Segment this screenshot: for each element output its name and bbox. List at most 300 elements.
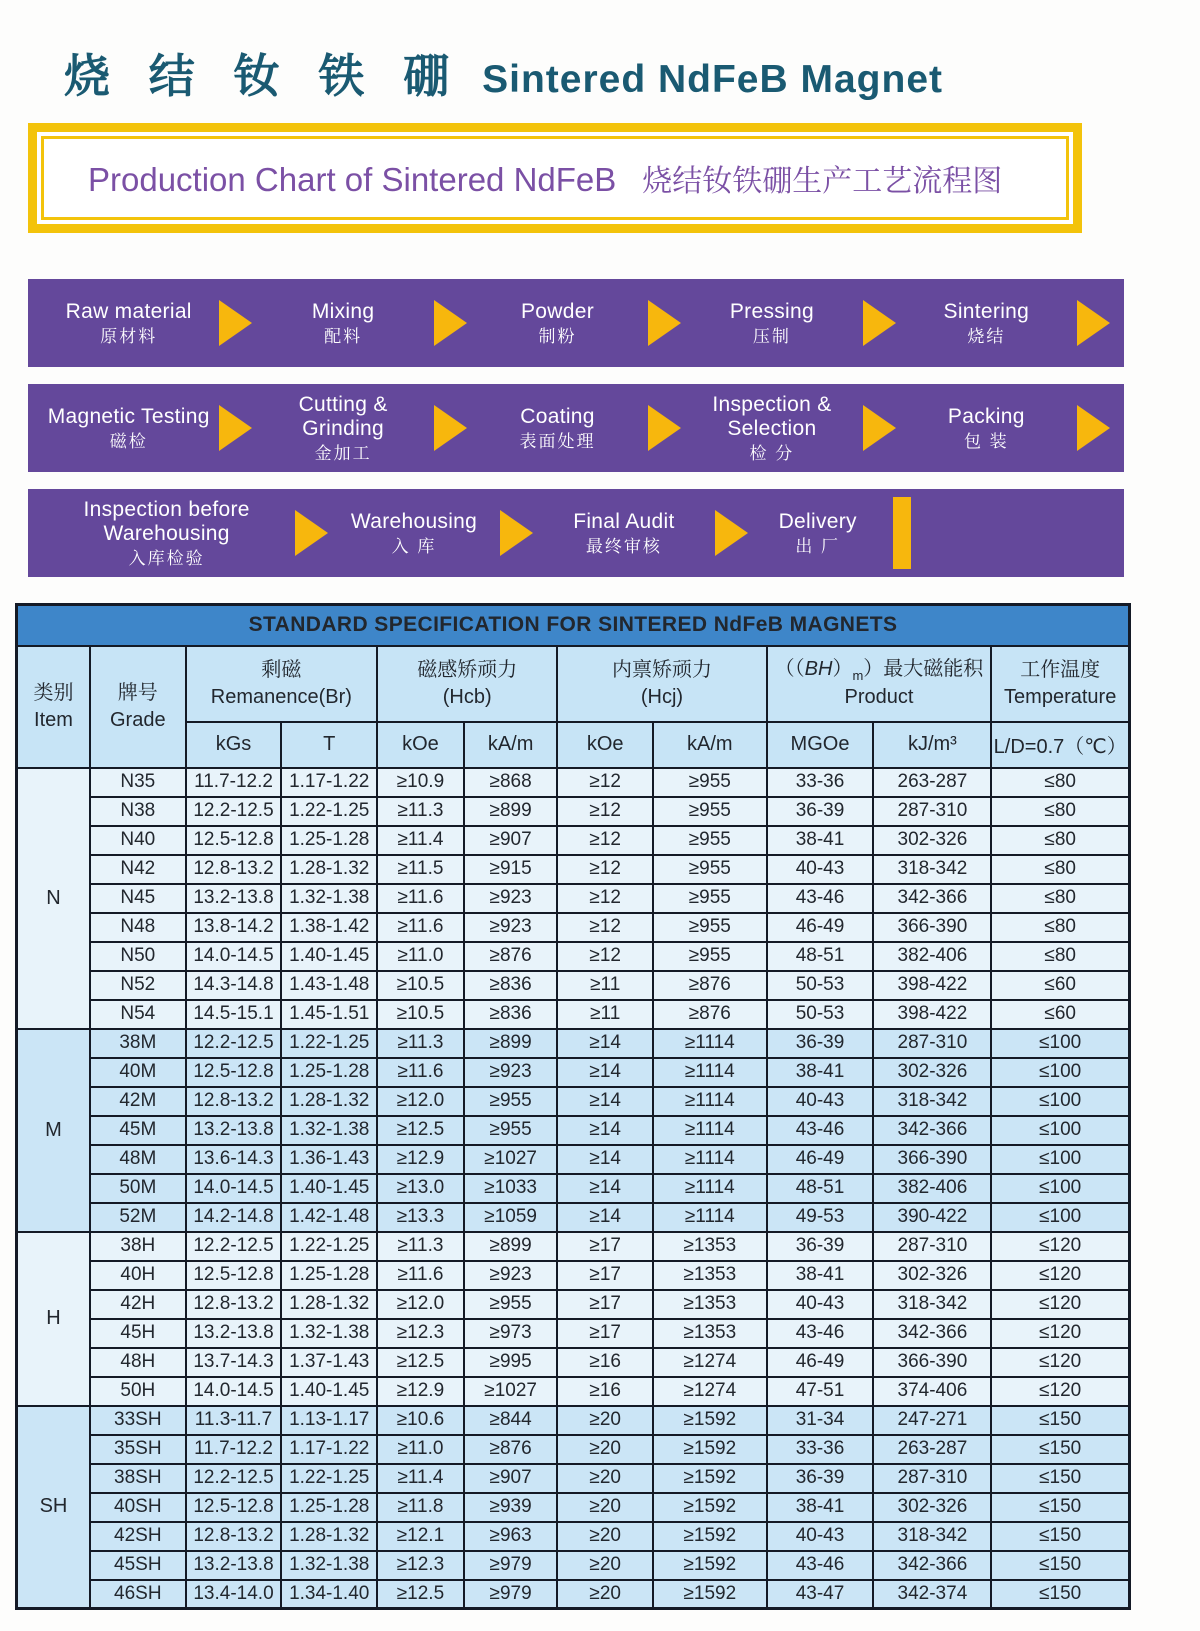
value-cell: ≤120 bbox=[991, 1319, 1129, 1348]
value-cell: ≥1592 bbox=[653, 1551, 767, 1580]
value-cell: ≥11 bbox=[557, 1000, 653, 1029]
value-cell: 40-43 bbox=[767, 1087, 874, 1116]
flow-step-label-zh: 烧结 bbox=[967, 326, 1006, 346]
value-cell: ≥955 bbox=[653, 797, 767, 826]
value-cell: 318-342 bbox=[873, 1290, 991, 1319]
value-cell: ≥868 bbox=[464, 768, 557, 797]
value-cell: ≤60 bbox=[991, 971, 1129, 1000]
flow-step-mixing bbox=[252, 300, 433, 347]
header-unit-kgs: kGs bbox=[186, 722, 282, 768]
value-cell: ≥836 bbox=[464, 1000, 557, 1029]
value-cell: ≥1114 bbox=[653, 1174, 767, 1203]
spec-row-n42 bbox=[17, 855, 1130, 884]
value-cell: ≥955 bbox=[464, 1087, 557, 1116]
value-cell: 12.5-12.8 bbox=[186, 1493, 282, 1522]
value-cell: ≤150 bbox=[991, 1435, 1129, 1464]
value-cell: ≥1027 bbox=[464, 1377, 557, 1406]
flow-step-label-en: Packing bbox=[947, 404, 1025, 428]
header-unit-ld: L/D=0.7（℃） bbox=[991, 722, 1129, 768]
spec-row-n48 bbox=[17, 913, 1130, 942]
value-cell: 38-41 bbox=[767, 1493, 874, 1522]
header-temperature bbox=[991, 646, 1129, 722]
value-cell: 33-36 bbox=[767, 768, 874, 797]
value-cell: 40-43 bbox=[767, 1522, 874, 1551]
value-cell: ≥11.3 bbox=[377, 1232, 464, 1261]
value-cell: ≥12.0 bbox=[377, 1290, 464, 1319]
value-cell: 14.2-14.8 bbox=[186, 1203, 282, 1232]
value-cell: ≥12.3 bbox=[377, 1319, 464, 1348]
value-cell: ≤80 bbox=[991, 826, 1129, 855]
value-cell: 38-41 bbox=[767, 826, 874, 855]
value-cell: ≥899 bbox=[464, 797, 557, 826]
flow-step-label-en: Powder bbox=[521, 299, 595, 323]
value-cell: ≤80 bbox=[991, 797, 1129, 826]
value-cell: ≥14 bbox=[557, 1029, 653, 1058]
spec-row-33sh bbox=[17, 1406, 1130, 1435]
section-item-n: N bbox=[17, 768, 90, 1029]
value-cell: ≥12.0 bbox=[377, 1087, 464, 1116]
section-item-sh: SH bbox=[17, 1406, 90, 1609]
flow-step-label-zh: 最终审核 bbox=[585, 536, 662, 556]
value-cell: ≤100 bbox=[991, 1029, 1129, 1058]
value-cell: ≥12 bbox=[557, 913, 653, 942]
header-unit-koe-hcb: kOe bbox=[377, 722, 464, 768]
header-product bbox=[767, 646, 992, 722]
spec-row-50m bbox=[17, 1174, 1130, 1203]
header-hcj-zh: 内禀矫顽力 bbox=[611, 658, 712, 681]
value-cell: 1.38-1.42 bbox=[281, 913, 377, 942]
value-cell: 1.17-1.22 bbox=[281, 1435, 377, 1464]
grade-cell: N42 bbox=[90, 855, 186, 884]
value-cell: 36-39 bbox=[767, 1464, 874, 1493]
value-cell: 318-342 bbox=[873, 1087, 991, 1116]
value-cell: 1.32-1.38 bbox=[281, 1116, 377, 1145]
flow-row-3 bbox=[28, 489, 1124, 577]
grade-cell: 50M bbox=[90, 1174, 186, 1203]
grade-cell: 42M bbox=[90, 1087, 186, 1116]
value-cell: 366-390 bbox=[873, 1348, 991, 1377]
value-cell: ≤120 bbox=[991, 1261, 1129, 1290]
value-cell: 1.22-1.25 bbox=[281, 797, 377, 826]
value-cell: 1.13-1.17 bbox=[281, 1406, 377, 1435]
value-cell: ≤120 bbox=[991, 1290, 1129, 1319]
header-item bbox=[17, 646, 90, 768]
value-cell: ≥17 bbox=[557, 1290, 653, 1319]
flow-step-label-en: Delivery bbox=[778, 509, 857, 533]
arrow-right-icon bbox=[219, 405, 252, 451]
value-cell: ≥13.3 bbox=[377, 1203, 464, 1232]
value-cell: ≤150 bbox=[991, 1551, 1129, 1580]
value-cell: 49-53 bbox=[767, 1203, 874, 1232]
header-temperature-zh: 工作温度 bbox=[1020, 658, 1101, 681]
value-cell: ≤150 bbox=[991, 1522, 1129, 1551]
grade-cell: 40SH bbox=[90, 1493, 186, 1522]
value-cell: 12.5-12.8 bbox=[186, 826, 282, 855]
flow-step-label-en: Mixing bbox=[311, 299, 375, 323]
flow-step-label-zh: 压制 bbox=[752, 326, 791, 346]
flow-step-label-en: Cutting & Grinding bbox=[298, 392, 388, 440]
grade-cell: 50H bbox=[90, 1377, 186, 1406]
header-hcj bbox=[557, 646, 766, 722]
value-cell: ≥1033 bbox=[464, 1174, 557, 1203]
value-cell: ≥12.1 bbox=[377, 1522, 464, 1551]
header-unit-kjm3: kJ/m³ bbox=[873, 722, 991, 768]
flow-step-final-audit bbox=[533, 510, 715, 557]
value-cell: ≥1353 bbox=[653, 1261, 767, 1290]
grade-cell: 42H bbox=[90, 1290, 186, 1319]
flow-step-magnetic-testing bbox=[38, 405, 219, 452]
value-cell: 1.28-1.32 bbox=[281, 1290, 377, 1319]
value-cell: ≥915 bbox=[464, 855, 557, 884]
value-cell: 263-287 bbox=[873, 768, 991, 797]
grade-cell: 45M bbox=[90, 1116, 186, 1145]
arrow-right-icon bbox=[648, 300, 681, 346]
value-cell: ≥12.9 bbox=[377, 1377, 464, 1406]
value-cell: ≥955 bbox=[464, 1116, 557, 1145]
value-cell: 318-342 bbox=[873, 855, 991, 884]
value-cell: ≥11.6 bbox=[377, 1058, 464, 1087]
value-cell: 13.2-13.8 bbox=[186, 1551, 282, 1580]
value-cell: ≥20 bbox=[557, 1464, 653, 1493]
value-cell: ≥1027 bbox=[464, 1145, 557, 1174]
value-cell: 1.25-1.28 bbox=[281, 1493, 377, 1522]
value-cell: ≥836 bbox=[464, 971, 557, 1000]
header-grade-en: Grade bbox=[110, 708, 166, 731]
flow-step-label-en: Coating bbox=[520, 404, 595, 428]
production-chart-banner-inner bbox=[41, 136, 1069, 220]
flow-step-label-en: Magnetic Testing bbox=[47, 404, 210, 428]
spec-row-n52 bbox=[17, 971, 1130, 1000]
flow-step-cutting-grinding bbox=[252, 393, 433, 464]
flow-step-label-zh: 入库检验 bbox=[128, 548, 205, 568]
arrow-right-icon bbox=[500, 510, 533, 556]
value-cell: 342-374 bbox=[873, 1580, 991, 1609]
value-cell: 302-326 bbox=[873, 826, 991, 855]
value-cell: 1.28-1.32 bbox=[281, 1087, 377, 1116]
value-cell: 36-39 bbox=[767, 797, 874, 826]
value-cell: ≤80 bbox=[991, 768, 1129, 797]
value-cell: 1.42-1.48 bbox=[281, 1203, 377, 1232]
value-cell: 14.3-14.8 bbox=[186, 971, 282, 1000]
spec-row-42h bbox=[17, 1290, 1130, 1319]
flow-row-1 bbox=[28, 279, 1124, 367]
value-cell: ≤80 bbox=[991, 942, 1129, 971]
value-cell: ≤100 bbox=[991, 1203, 1129, 1232]
value-cell: 287-310 bbox=[873, 797, 991, 826]
value-cell: ≥11.6 bbox=[377, 884, 464, 913]
value-cell: 390-422 bbox=[873, 1203, 991, 1232]
spec-row-38sh bbox=[17, 1464, 1130, 1493]
value-cell: 14.5-15.1 bbox=[186, 1000, 282, 1029]
flow-step-label-en: Pressing bbox=[729, 299, 814, 323]
table-title: STANDARD SPECIFICATION FOR SINTERED NdFeB MAGNETS bbox=[17, 605, 1130, 646]
value-cell: 12.8-13.2 bbox=[186, 1522, 282, 1551]
value-cell: ≥973 bbox=[464, 1319, 557, 1348]
grade-cell: 52M bbox=[90, 1203, 186, 1232]
value-cell: 33-36 bbox=[767, 1435, 874, 1464]
arrow-right-icon bbox=[219, 300, 252, 346]
grade-cell: 38H bbox=[90, 1232, 186, 1261]
header-temperature-en: Temperature bbox=[1004, 685, 1117, 708]
value-cell: ≥1114 bbox=[653, 1029, 767, 1058]
value-cell: ≥12.5 bbox=[377, 1116, 464, 1145]
value-cell: 1.22-1.25 bbox=[281, 1464, 377, 1493]
value-cell: 46-49 bbox=[767, 1348, 874, 1377]
header-grade bbox=[90, 646, 186, 768]
value-cell: 398-422 bbox=[873, 1000, 991, 1029]
value-cell: ≥11.5 bbox=[377, 855, 464, 884]
page-title bbox=[64, 40, 1200, 106]
value-cell: 1.36-1.43 bbox=[281, 1145, 377, 1174]
value-cell: ≤100 bbox=[991, 1174, 1129, 1203]
value-cell: ≥1274 bbox=[653, 1377, 767, 1406]
value-cell: ≥979 bbox=[464, 1551, 557, 1580]
value-cell: 1.45-1.51 bbox=[281, 1000, 377, 1029]
value-cell: 40-43 bbox=[767, 855, 874, 884]
value-cell: 12.2-12.5 bbox=[186, 1464, 282, 1493]
value-cell: 43-46 bbox=[767, 1116, 874, 1145]
value-cell: ≥20 bbox=[557, 1406, 653, 1435]
arrow-right-icon bbox=[295, 510, 328, 556]
value-cell: ≥923 bbox=[464, 913, 557, 942]
flow-step-label-zh: 金加工 bbox=[314, 443, 372, 463]
flow-step-label-zh: 入 库 bbox=[391, 536, 437, 556]
value-cell: ≥14 bbox=[557, 1087, 653, 1116]
grade-cell: 40M bbox=[90, 1058, 186, 1087]
value-cell: 40-43 bbox=[767, 1290, 874, 1319]
value-cell: 13.8-14.2 bbox=[186, 913, 282, 942]
header-remanence-en: Remanence(Br) bbox=[210, 685, 352, 708]
value-cell: 342-366 bbox=[873, 1319, 991, 1348]
value-cell: ≥17 bbox=[557, 1232, 653, 1261]
value-cell: 47-51 bbox=[767, 1377, 874, 1406]
value-cell: 11.7-12.2 bbox=[186, 1435, 282, 1464]
value-cell: ≥12 bbox=[557, 942, 653, 971]
value-cell: 13.4-14.0 bbox=[186, 1580, 282, 1609]
value-cell: ≥14 bbox=[557, 1174, 653, 1203]
value-cell: 1.32-1.38 bbox=[281, 1319, 377, 1348]
value-cell: 11.7-12.2 bbox=[186, 768, 282, 797]
value-cell: ≥907 bbox=[464, 1464, 557, 1493]
flow-step-delivery bbox=[748, 510, 887, 557]
value-cell: ≥1592 bbox=[653, 1522, 767, 1551]
value-cell: ≥844 bbox=[464, 1406, 557, 1435]
flow-step-label-zh: 检 分 bbox=[749, 443, 795, 463]
value-cell: 1.32-1.38 bbox=[281, 884, 377, 913]
value-cell: 1.34-1.40 bbox=[281, 1580, 377, 1609]
value-cell: 366-390 bbox=[873, 1145, 991, 1174]
value-cell: ≥11.6 bbox=[377, 913, 464, 942]
spec-row-n45 bbox=[17, 884, 1130, 913]
value-cell: 13.2-13.8 bbox=[186, 1319, 282, 1348]
value-cell: ≥1114 bbox=[653, 1203, 767, 1232]
value-cell: ≥11.3 bbox=[377, 797, 464, 826]
value-cell: 48-51 bbox=[767, 942, 874, 971]
value-cell: ≥1592 bbox=[653, 1406, 767, 1435]
value-cell: 14.0-14.5 bbox=[186, 942, 282, 971]
value-cell: ≥899 bbox=[464, 1232, 557, 1261]
value-cell: ≥12.5 bbox=[377, 1348, 464, 1377]
value-cell: ≥1353 bbox=[653, 1232, 767, 1261]
value-cell: 43-46 bbox=[767, 884, 874, 913]
spec-row-38h bbox=[17, 1232, 1130, 1261]
flow-step-warehousing bbox=[328, 510, 500, 557]
value-cell: ≤80 bbox=[991, 884, 1129, 913]
value-cell: ≤80 bbox=[991, 855, 1129, 884]
value-cell: 302-326 bbox=[873, 1261, 991, 1290]
flow-step-inspection-selection bbox=[681, 393, 862, 464]
flow-step-label-zh: 出 厂 bbox=[795, 536, 841, 556]
value-cell: ≤100 bbox=[991, 1145, 1129, 1174]
value-cell: ≤150 bbox=[991, 1580, 1129, 1609]
spec-row-46sh bbox=[17, 1580, 1130, 1609]
value-cell: ≥955 bbox=[653, 942, 767, 971]
value-cell: 366-390 bbox=[873, 913, 991, 942]
value-cell: 12.8-13.2 bbox=[186, 1087, 282, 1116]
header-item-en: Item bbox=[34, 708, 73, 731]
value-cell: ≥955 bbox=[653, 855, 767, 884]
value-cell: 382-406 bbox=[873, 1174, 991, 1203]
value-cell: 1.40-1.45 bbox=[281, 1174, 377, 1203]
value-cell: 48-51 bbox=[767, 1174, 874, 1203]
value-cell: ≥13.0 bbox=[377, 1174, 464, 1203]
value-cell: ≤60 bbox=[991, 1000, 1129, 1029]
value-cell: 287-310 bbox=[873, 1029, 991, 1058]
value-cell: 43-46 bbox=[767, 1551, 874, 1580]
value-cell: 318-342 bbox=[873, 1522, 991, 1551]
value-cell: ≥17 bbox=[557, 1261, 653, 1290]
value-cell: 382-406 bbox=[873, 942, 991, 971]
value-cell: 1.25-1.28 bbox=[281, 1058, 377, 1087]
value-cell: 1.43-1.48 bbox=[281, 971, 377, 1000]
arrow-right-icon bbox=[1077, 405, 1110, 451]
grade-cell: 40H bbox=[90, 1261, 186, 1290]
value-cell: ≥1114 bbox=[653, 1087, 767, 1116]
value-cell: ≥876 bbox=[653, 971, 767, 1000]
value-cell: ≥10.5 bbox=[377, 971, 464, 1000]
value-cell: ≥955 bbox=[653, 768, 767, 797]
value-cell: ≤80 bbox=[991, 913, 1129, 942]
value-cell: ≥11.4 bbox=[377, 1464, 464, 1493]
banner-title-chinese: 烧结钕铁硼生产工艺流程图 bbox=[642, 165, 1003, 198]
value-cell: 36-39 bbox=[767, 1029, 874, 1058]
arrow-right-icon bbox=[434, 405, 467, 451]
value-cell: ≥12.5 bbox=[377, 1580, 464, 1609]
value-cell: ≥899 bbox=[464, 1029, 557, 1058]
value-cell: ≥1592 bbox=[653, 1464, 767, 1493]
arrow-right-icon bbox=[648, 405, 681, 451]
arrow-right-icon bbox=[863, 405, 896, 451]
value-cell: 302-326 bbox=[873, 1058, 991, 1087]
value-cell: 287-310 bbox=[873, 1464, 991, 1493]
value-cell: ≥11.0 bbox=[377, 1435, 464, 1464]
header-remanence bbox=[186, 646, 377, 722]
value-cell: ≥16 bbox=[557, 1377, 653, 1406]
value-cell: ≥955 bbox=[653, 826, 767, 855]
value-cell: ≥1274 bbox=[653, 1348, 767, 1377]
grade-cell: 38M bbox=[90, 1029, 186, 1058]
header-hcb bbox=[377, 646, 557, 722]
spec-row-n38 bbox=[17, 797, 1130, 826]
value-cell: 36-39 bbox=[767, 1232, 874, 1261]
spec-row-52m bbox=[17, 1203, 1130, 1232]
grade-cell: 48H bbox=[90, 1348, 186, 1377]
value-cell: 398-422 bbox=[873, 971, 991, 1000]
spec-row-45m bbox=[17, 1116, 1130, 1145]
value-cell: 12.2-12.5 bbox=[186, 1029, 282, 1058]
value-cell: 342-366 bbox=[873, 884, 991, 913]
value-cell: ≥1592 bbox=[653, 1435, 767, 1464]
value-cell: ≥907 bbox=[464, 826, 557, 855]
section-item-h: H bbox=[17, 1232, 90, 1406]
grade-cell: 48M bbox=[90, 1145, 186, 1174]
value-cell: 1.22-1.25 bbox=[281, 1029, 377, 1058]
value-cell: 11.3-11.7 bbox=[186, 1406, 282, 1435]
spec-row-35sh bbox=[17, 1435, 1130, 1464]
grade-cell: 38SH bbox=[90, 1464, 186, 1493]
grade-cell: N40 bbox=[90, 826, 186, 855]
grade-cell: N45 bbox=[90, 884, 186, 913]
value-cell: ≤150 bbox=[991, 1464, 1129, 1493]
spec-row-45h bbox=[17, 1319, 1130, 1348]
value-cell: 1.40-1.45 bbox=[281, 1377, 377, 1406]
header-unit-mgoe: MGOe bbox=[767, 722, 874, 768]
production-chart-banner bbox=[28, 123, 1082, 233]
value-cell: 46-49 bbox=[767, 913, 874, 942]
value-cell: ≥939 bbox=[464, 1493, 557, 1522]
arrow-right-icon bbox=[715, 510, 748, 556]
value-cell: ≤100 bbox=[991, 1087, 1129, 1116]
value-cell: ≤120 bbox=[991, 1348, 1129, 1377]
value-cell: ≥963 bbox=[464, 1522, 557, 1551]
arrow-right-icon bbox=[863, 300, 896, 346]
value-cell: ≥11.4 bbox=[377, 826, 464, 855]
value-cell: ≥876 bbox=[653, 1000, 767, 1029]
value-cell: ≥20 bbox=[557, 1551, 653, 1580]
value-cell: ≥955 bbox=[653, 884, 767, 913]
header-grade-zh: 牌号 bbox=[117, 681, 158, 704]
header-remanence-zh: 剩磁 bbox=[261, 658, 302, 681]
value-cell: 342-366 bbox=[873, 1116, 991, 1145]
value-cell: 1.28-1.32 bbox=[281, 855, 377, 884]
value-cell: ≥12 bbox=[557, 884, 653, 913]
flow-step-label-en: Inspection before Warehousing bbox=[83, 497, 250, 545]
value-cell: ≥20 bbox=[557, 1493, 653, 1522]
value-cell: ≥10.6 bbox=[377, 1406, 464, 1435]
value-cell: ≥12 bbox=[557, 797, 653, 826]
value-cell: 13.2-13.8 bbox=[186, 1116, 282, 1145]
value-cell: ≥11.8 bbox=[377, 1493, 464, 1522]
value-cell: ≥17 bbox=[557, 1319, 653, 1348]
value-cell: 1.40-1.45 bbox=[281, 942, 377, 971]
section-item-m: M bbox=[17, 1029, 90, 1232]
flow-row-2 bbox=[28, 384, 1124, 472]
value-cell: 13.6-14.3 bbox=[186, 1145, 282, 1174]
grade-cell: N50 bbox=[90, 942, 186, 971]
value-cell: 14.0-14.5 bbox=[186, 1174, 282, 1203]
header-unit-kam-hcb: kA/m bbox=[464, 722, 557, 768]
value-cell: ≤150 bbox=[991, 1493, 1129, 1522]
value-cell: ≥11.0 bbox=[377, 942, 464, 971]
flow-step-pressing bbox=[681, 300, 862, 347]
spec-row-48h bbox=[17, 1348, 1130, 1377]
value-cell: 14.0-14.5 bbox=[186, 1377, 282, 1406]
header-hcb-zh: 磁感矫顽力 bbox=[417, 658, 518, 681]
header-unit-koe-hcj: kOe bbox=[557, 722, 653, 768]
value-cell: ≥12 bbox=[557, 855, 653, 884]
grade-cell: N48 bbox=[90, 913, 186, 942]
value-cell: 12.5-12.8 bbox=[186, 1058, 282, 1087]
